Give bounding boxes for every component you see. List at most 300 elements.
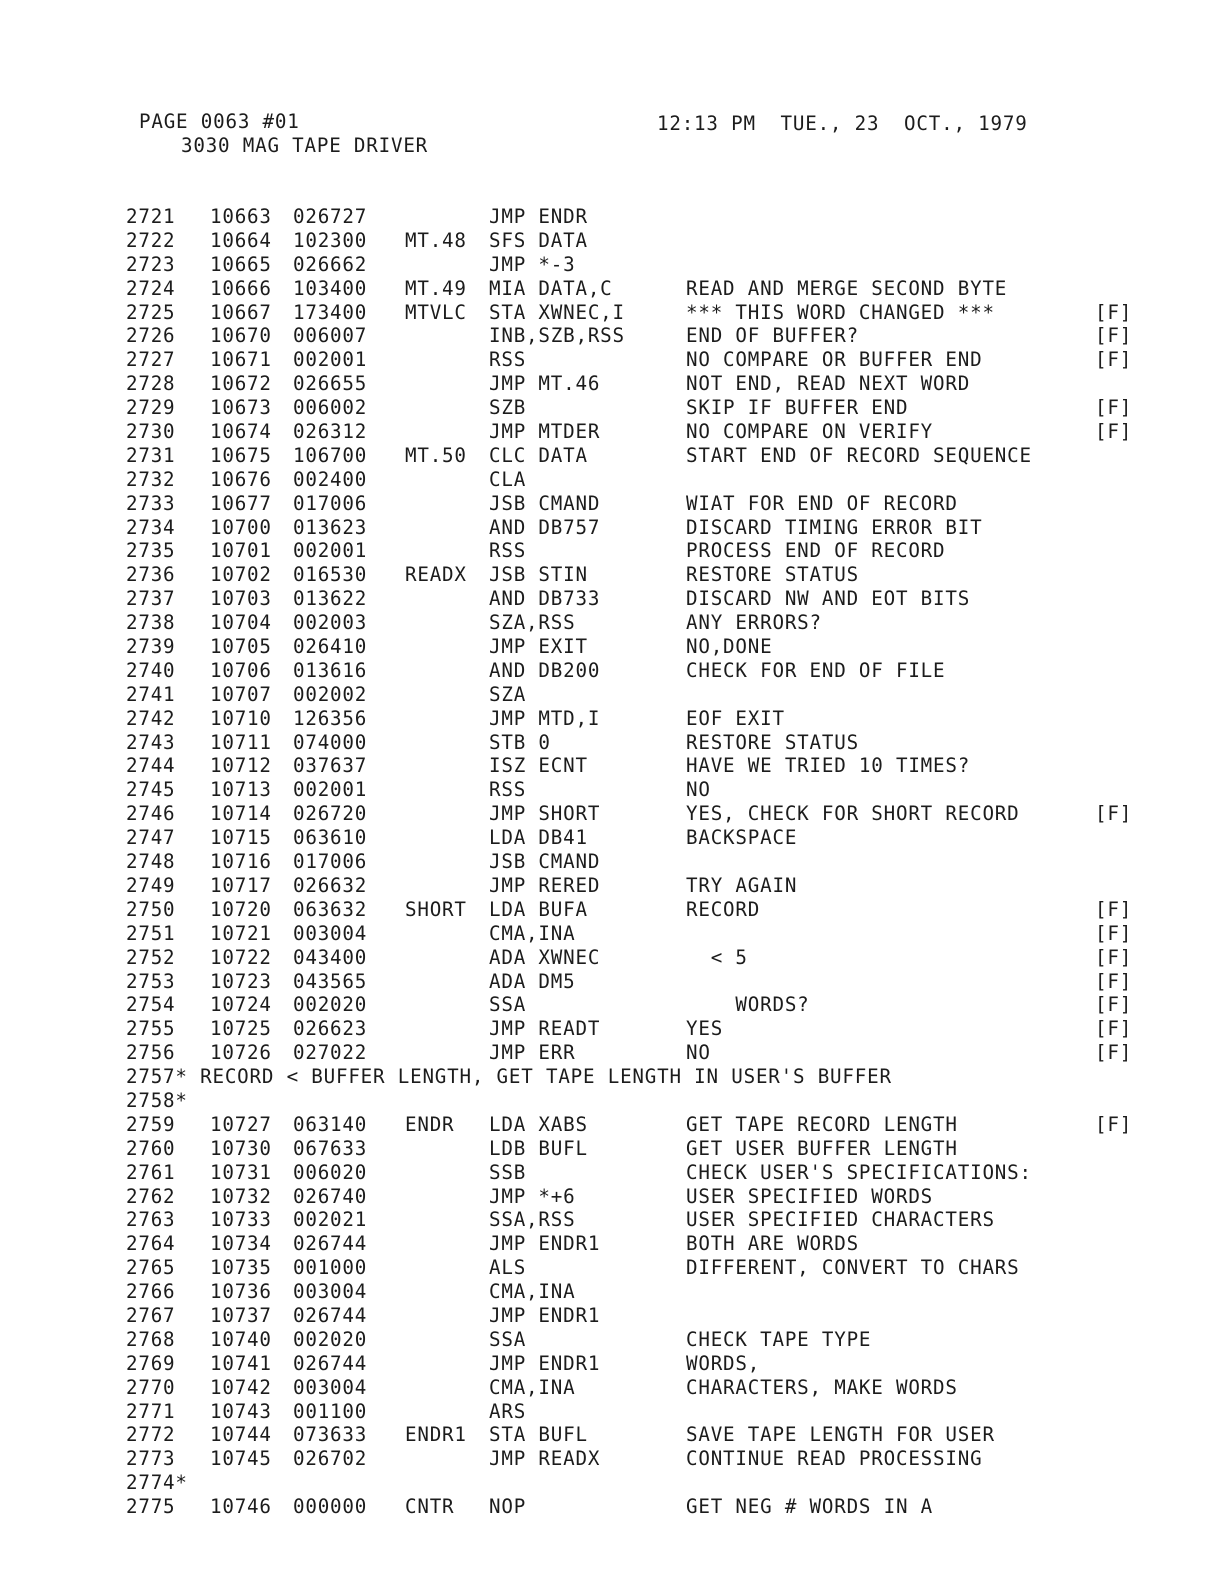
line-number: 2762 xyxy=(126,1184,176,1208)
object-code: 027022 xyxy=(293,1041,368,1065)
comment-text: 2758* xyxy=(126,1088,188,1112)
object-code: 026727 xyxy=(293,205,368,228)
object-code: 026312 xyxy=(293,420,368,444)
object-code: 017006 xyxy=(293,850,368,874)
comment: CHARACTERS, MAKE WORDS xyxy=(686,1375,958,1399)
object-code: 002400 xyxy=(293,467,368,491)
line-number: 2759 xyxy=(126,1112,176,1136)
instruction: LDA XABS xyxy=(489,1112,588,1136)
object-code: 063632 xyxy=(293,897,368,921)
line-number: 2726 xyxy=(126,324,176,348)
flag: [F] xyxy=(1095,945,1133,969)
instruction: JSB STIN xyxy=(489,563,588,587)
instruction: JSB CMAND xyxy=(489,491,601,515)
listing-line xyxy=(0,898,1224,922)
line-number: 2721 xyxy=(126,205,176,228)
comment: RESTORE STATUS xyxy=(686,730,859,754)
listing-line xyxy=(0,731,1224,755)
document-title: 3030 MAG TAPE DRIVER xyxy=(181,134,429,157)
address: 10672 xyxy=(210,372,272,396)
flag: [F] xyxy=(1095,396,1133,420)
object-code: 013622 xyxy=(293,587,368,611)
object-code: 003004 xyxy=(293,1280,368,1304)
line-number: 2745 xyxy=(126,778,176,802)
object-code: 016530 xyxy=(293,563,368,587)
line-number: 2740 xyxy=(126,658,176,682)
line-number: 2769 xyxy=(126,1351,176,1375)
instruction: RSS xyxy=(489,348,527,372)
listing-line xyxy=(0,1137,1224,1161)
line-number: 2773 xyxy=(126,1447,176,1471)
address: 10727 xyxy=(210,1112,272,1136)
address: 10665 xyxy=(210,252,272,276)
comment: WORDS, xyxy=(686,1351,761,1375)
line-number: 2735 xyxy=(126,539,176,563)
listing-line xyxy=(0,611,1224,635)
object-code: 002001 xyxy=(293,539,368,563)
listing-line xyxy=(0,539,1224,563)
comment: TRY AGAIN xyxy=(686,873,798,897)
comment-line xyxy=(0,1065,1224,1089)
line-number: 2738 xyxy=(126,611,176,635)
line-number: 2733 xyxy=(126,491,176,515)
instruction: JMP SHORT xyxy=(489,802,601,826)
address: 10707 xyxy=(210,682,272,706)
line-number: 2734 xyxy=(126,515,176,539)
object-code: 037637 xyxy=(293,754,368,778)
object-code: 043400 xyxy=(293,945,368,969)
object-code: 002003 xyxy=(293,611,368,635)
object-code: 063610 xyxy=(293,826,368,850)
listing-line xyxy=(0,420,1224,444)
listing-line xyxy=(0,1423,1224,1447)
line-number: 2756 xyxy=(126,1041,176,1065)
comment: END OF BUFFER? xyxy=(686,324,859,348)
object-code: 026655 xyxy=(293,372,368,396)
flag: [F] xyxy=(1095,1041,1133,1065)
comment: SAVE TAPE LENGTH FOR USER xyxy=(686,1423,995,1447)
object-code: 003004 xyxy=(293,921,368,945)
instruction: JMP EXIT xyxy=(489,635,588,659)
address: 10700 xyxy=(210,515,272,539)
object-code: 043565 xyxy=(293,969,368,993)
address: 10736 xyxy=(210,1280,272,1304)
comment: BOTH ARE WORDS xyxy=(686,1232,859,1256)
address: 10674 xyxy=(210,420,272,444)
comment-text: 2774* xyxy=(126,1471,188,1495)
line-number: 2746 xyxy=(126,802,176,826)
listing-line xyxy=(0,1185,1224,1209)
comment-line xyxy=(0,1089,1224,1113)
object-code: 103400 xyxy=(293,276,368,300)
instruction: JMP *+6 xyxy=(489,1184,576,1208)
print-datetime: 12:13 PM TUE., 23 OCT., 1979 xyxy=(657,112,1028,135)
object-code: 006007 xyxy=(293,324,368,348)
flag: [F] xyxy=(1095,1017,1133,1041)
label: CNTR xyxy=(405,1495,455,1519)
object-code: 102300 xyxy=(293,228,368,252)
label: ENDR xyxy=(405,1112,455,1136)
listing-line xyxy=(0,396,1224,420)
listing-line xyxy=(0,1495,1224,1519)
listing-line xyxy=(0,1113,1224,1137)
line-number: 2754 xyxy=(126,993,176,1017)
label: MT.49 xyxy=(405,276,467,300)
label: SHORT xyxy=(405,897,467,921)
line-number: 2731 xyxy=(126,443,176,467)
line-number: 2749 xyxy=(126,873,176,897)
comment-text: 2757* RECORD < BUFFER LENGTH, GET TAPE LENGTH IN USER'S BUFFER xyxy=(126,1065,892,1089)
instruction: JMP READX xyxy=(489,1447,601,1471)
object-code: 026702 xyxy=(293,1447,368,1471)
comment: GET TAPE RECORD LENGTH xyxy=(686,1112,958,1136)
address: 10732 xyxy=(210,1184,272,1208)
line-number: 2747 xyxy=(126,826,176,850)
address: 10705 xyxy=(210,635,272,659)
listing-line xyxy=(0,754,1224,778)
comment: GET NEG # WORDS IN A xyxy=(686,1495,934,1519)
object-code: 026720 xyxy=(293,802,368,826)
line-number: 2732 xyxy=(126,467,176,491)
listing-line xyxy=(0,1376,1224,1400)
address: 10716 xyxy=(210,850,272,874)
object-code: 002001 xyxy=(293,778,368,802)
instruction: JMP ERR xyxy=(489,1041,576,1065)
instruction: JMP MTD,I xyxy=(489,706,601,730)
comment: CHECK USER'S SPECIFICATIONS: xyxy=(686,1160,1032,1184)
listing-line xyxy=(0,659,1224,683)
comment: PROCESS END OF RECORD xyxy=(686,539,946,563)
line-number: 2744 xyxy=(126,754,176,778)
line-number: 2723 xyxy=(126,252,176,276)
line-number: 2748 xyxy=(126,850,176,874)
comment: USER SPECIFIED CHARACTERS xyxy=(686,1208,995,1232)
instruction: ALS xyxy=(489,1256,527,1280)
listing-line xyxy=(0,802,1224,826)
line-number: 2772 xyxy=(126,1423,176,1447)
address: 10673 xyxy=(210,396,272,420)
line-number: 2725 xyxy=(126,300,176,324)
object-code: 106700 xyxy=(293,443,368,467)
comment: YES xyxy=(686,1017,724,1041)
address: 10677 xyxy=(210,491,272,515)
instruction: LDB BUFL xyxy=(489,1136,588,1160)
object-code: 026740 xyxy=(293,1184,368,1208)
address: 10724 xyxy=(210,993,272,1017)
address: 10723 xyxy=(210,969,272,993)
object-code: 026623 xyxy=(293,1017,368,1041)
listing-line xyxy=(0,1161,1224,1185)
line-number: 2771 xyxy=(126,1399,176,1423)
comment: START END OF RECORD SEQUENCE xyxy=(686,443,1032,467)
comment: CONTINUE READ PROCESSING xyxy=(686,1447,983,1471)
comment: WORDS? xyxy=(686,993,810,1017)
listing-line xyxy=(0,826,1224,850)
address: 10710 xyxy=(210,706,272,730)
comment: NO COMPARE ON VERIFY xyxy=(686,420,934,444)
comment: NOT END, READ NEXT WORD xyxy=(686,372,971,396)
address: 10737 xyxy=(210,1303,272,1327)
object-code: 026662 xyxy=(293,252,368,276)
instruction: JMP MT.46 xyxy=(489,372,601,396)
object-code: 074000 xyxy=(293,730,368,754)
instruction: RSS xyxy=(489,778,527,802)
address: 10746 xyxy=(210,1495,272,1519)
listing-line xyxy=(0,492,1224,516)
address: 10670 xyxy=(210,324,272,348)
listing-line xyxy=(0,683,1224,707)
instruction: CLC DATA xyxy=(489,443,588,467)
listing-line xyxy=(0,444,1224,468)
listing-line xyxy=(0,229,1224,253)
comment: WIAT FOR END OF RECORD xyxy=(686,491,958,515)
instruction: MIA DATA,C xyxy=(489,276,613,300)
instruction: JMP ENDR xyxy=(489,205,588,228)
address: 10743 xyxy=(210,1399,272,1423)
instruction: STA BUFL xyxy=(489,1423,588,1447)
instruction: AND DB200 xyxy=(489,658,601,682)
listing-line xyxy=(0,1280,1224,1304)
listing-line xyxy=(0,301,1224,325)
address: 10702 xyxy=(210,563,272,587)
object-code: 026744 xyxy=(293,1351,368,1375)
label: MTVLC xyxy=(405,300,467,324)
instruction: SZB xyxy=(489,396,527,420)
line-number: 2751 xyxy=(126,921,176,945)
address: 10734 xyxy=(210,1232,272,1256)
object-code: 017006 xyxy=(293,491,368,515)
instruction: AND DB733 xyxy=(489,587,601,611)
object-code: 001100 xyxy=(293,1399,368,1423)
line-number: 2729 xyxy=(126,396,176,420)
instruction: SZA xyxy=(489,682,527,706)
listing-line xyxy=(0,1256,1224,1280)
line-number: 2775 xyxy=(126,1495,176,1519)
instruction: STB 0 xyxy=(489,730,551,754)
instruction: CMA,INA xyxy=(489,1280,576,1304)
listing-line xyxy=(0,205,1224,229)
comment: NO xyxy=(686,778,711,802)
listing-line xyxy=(0,1208,1224,1232)
instruction: NOP xyxy=(489,1495,527,1519)
instruction: RSS xyxy=(489,539,527,563)
instruction: AND DB757 xyxy=(489,515,601,539)
flag: [F] xyxy=(1095,921,1133,945)
comment: DISCARD NW AND EOT BITS xyxy=(686,587,971,611)
object-code: 002021 xyxy=(293,1208,368,1232)
object-code: 073633 xyxy=(293,1423,368,1447)
address: 10663 xyxy=(210,205,272,228)
object-code: 006020 xyxy=(293,1160,368,1184)
comment: READ AND MERGE SECOND BYTE xyxy=(686,276,1008,300)
listing-line xyxy=(0,922,1224,946)
instruction: STA XWNEC,I xyxy=(489,300,625,324)
line-number: 2736 xyxy=(126,563,176,587)
flag: [F] xyxy=(1095,300,1133,324)
address: 10711 xyxy=(210,730,272,754)
instruction: SZA,RSS xyxy=(489,611,576,635)
address: 10717 xyxy=(210,873,272,897)
line-number: 2742 xyxy=(126,706,176,730)
object-code: 026632 xyxy=(293,873,368,897)
comment: USER SPECIFIED WORDS xyxy=(686,1184,934,1208)
instruction: JMP READT xyxy=(489,1017,601,1041)
line-number: 2760 xyxy=(126,1136,176,1160)
instruction: SSA,RSS xyxy=(489,1208,576,1232)
instruction: ADA XWNEC xyxy=(489,945,601,969)
comment: DIFFERENT, CONVERT TO CHARS xyxy=(686,1256,1020,1280)
listing-line xyxy=(0,1400,1224,1424)
address: 10725 xyxy=(210,1017,272,1041)
listing-line xyxy=(0,516,1224,540)
address: 10740 xyxy=(210,1327,272,1351)
line-number: 2761 xyxy=(126,1160,176,1184)
instruction: LDA DB41 xyxy=(489,826,588,850)
address: 10664 xyxy=(210,228,272,252)
line-number: 2764 xyxy=(126,1232,176,1256)
line-number: 2727 xyxy=(126,348,176,372)
listing-line xyxy=(0,1017,1224,1041)
listing-line xyxy=(0,372,1224,396)
flag: [F] xyxy=(1095,420,1133,444)
address: 10721 xyxy=(210,921,272,945)
label: MT.48 xyxy=(405,228,467,252)
address: 10671 xyxy=(210,348,272,372)
object-code: 126356 xyxy=(293,706,368,730)
listing-line xyxy=(0,1352,1224,1376)
comment: NO COMPARE OR BUFFER END xyxy=(686,348,983,372)
line-number: 2739 xyxy=(126,635,176,659)
label: ENDR1 xyxy=(405,1423,467,1447)
instruction: JSB CMAND xyxy=(489,850,601,874)
address: 10715 xyxy=(210,826,272,850)
address: 10730 xyxy=(210,1136,272,1160)
comment: YES, CHECK FOR SHORT RECORD xyxy=(686,802,1020,826)
listing-line xyxy=(0,1041,1224,1065)
address: 10722 xyxy=(210,945,272,969)
object-code: 013616 xyxy=(293,658,368,682)
address: 10667 xyxy=(210,300,272,324)
address: 10666 xyxy=(210,276,272,300)
line-number: 2767 xyxy=(126,1303,176,1327)
comment: ANY ERRORS? xyxy=(686,611,822,635)
address: 10675 xyxy=(210,443,272,467)
object-code: 173400 xyxy=(293,300,368,324)
listing-line xyxy=(0,993,1224,1017)
label: MT.50 xyxy=(405,443,467,467)
line-number: 2753 xyxy=(126,969,176,993)
flag: [F] xyxy=(1095,1112,1133,1136)
flag: [F] xyxy=(1095,324,1133,348)
listing-line xyxy=(0,348,1224,372)
object-code: 063140 xyxy=(293,1112,368,1136)
comment: GET USER BUFFER LENGTH xyxy=(686,1136,958,1160)
line-number: 2752 xyxy=(126,945,176,969)
line-number: 2737 xyxy=(126,587,176,611)
listing-line xyxy=(0,635,1224,659)
line-number: 2768 xyxy=(126,1327,176,1351)
line-number: 2724 xyxy=(126,276,176,300)
listing-line xyxy=(0,563,1224,587)
address: 10713 xyxy=(210,778,272,802)
flag: [F] xyxy=(1095,993,1133,1017)
comment: NO,DONE xyxy=(686,635,773,659)
instruction: ISZ ECNT xyxy=(489,754,588,778)
listing-line xyxy=(0,1232,1224,1256)
address: 10745 xyxy=(210,1447,272,1471)
object-code: 002020 xyxy=(293,1327,368,1351)
address: 10731 xyxy=(210,1160,272,1184)
instruction: CMA,INA xyxy=(489,921,576,945)
address: 10712 xyxy=(210,754,272,778)
instruction: JMP ENDR1 xyxy=(489,1351,601,1375)
comment: < 5 xyxy=(686,945,748,969)
instruction: ARS xyxy=(489,1399,527,1423)
instruction: SSA xyxy=(489,1327,527,1351)
comment-line xyxy=(0,1471,1224,1495)
instruction: CMA,INA xyxy=(489,1375,576,1399)
comment: RECORD xyxy=(686,897,761,921)
address: 10704 xyxy=(210,611,272,635)
flag: [F] xyxy=(1095,897,1133,921)
address: 10733 xyxy=(210,1208,272,1232)
object-code: 001000 xyxy=(293,1256,368,1280)
comment: CHECK FOR END OF FILE xyxy=(686,658,946,682)
object-code: 026744 xyxy=(293,1303,368,1327)
page-number: PAGE 0063 #01 xyxy=(139,110,300,133)
instruction: SSA xyxy=(489,993,527,1017)
comment: *** THIS WORD CHANGED *** xyxy=(686,300,995,324)
address: 10742 xyxy=(210,1375,272,1399)
listing-line xyxy=(0,1304,1224,1328)
instruction: ADA DM5 xyxy=(489,969,576,993)
object-code: 002001 xyxy=(293,348,368,372)
listing-line xyxy=(0,970,1224,994)
instruction: JMP *-3 xyxy=(489,252,576,276)
line-number: 2766 xyxy=(126,1280,176,1304)
listing-line xyxy=(0,587,1224,611)
listing-line xyxy=(0,468,1224,492)
object-code: 013623 xyxy=(293,515,368,539)
instruction: SSB xyxy=(489,1160,527,1184)
object-code: 026410 xyxy=(293,635,368,659)
address: 10744 xyxy=(210,1423,272,1447)
line-number: 2730 xyxy=(126,420,176,444)
instruction: INB,SZB,RSS xyxy=(489,324,625,348)
instruction: JMP MTDER xyxy=(489,420,601,444)
instruction: LDA BUFA xyxy=(489,897,588,921)
comment: HAVE WE TRIED 10 TIMES? xyxy=(686,754,971,778)
listing-line xyxy=(0,778,1224,802)
listing-line xyxy=(0,1328,1224,1352)
line-number: 2763 xyxy=(126,1208,176,1232)
line-number: 2743 xyxy=(126,730,176,754)
address: 10714 xyxy=(210,802,272,826)
instruction: JMP RERED xyxy=(489,873,601,897)
comment: NO xyxy=(686,1041,711,1065)
address: 10741 xyxy=(210,1351,272,1375)
listing-line xyxy=(0,324,1224,348)
listing-line xyxy=(0,277,1224,301)
line-number: 2755 xyxy=(126,1017,176,1041)
listing-line xyxy=(0,253,1224,277)
object-code: 002020 xyxy=(293,993,368,1017)
address: 10735 xyxy=(210,1256,272,1280)
comment: SKIP IF BUFFER END xyxy=(686,396,909,420)
listing-line xyxy=(0,707,1224,731)
listing-line xyxy=(0,874,1224,898)
flag: [F] xyxy=(1095,348,1133,372)
